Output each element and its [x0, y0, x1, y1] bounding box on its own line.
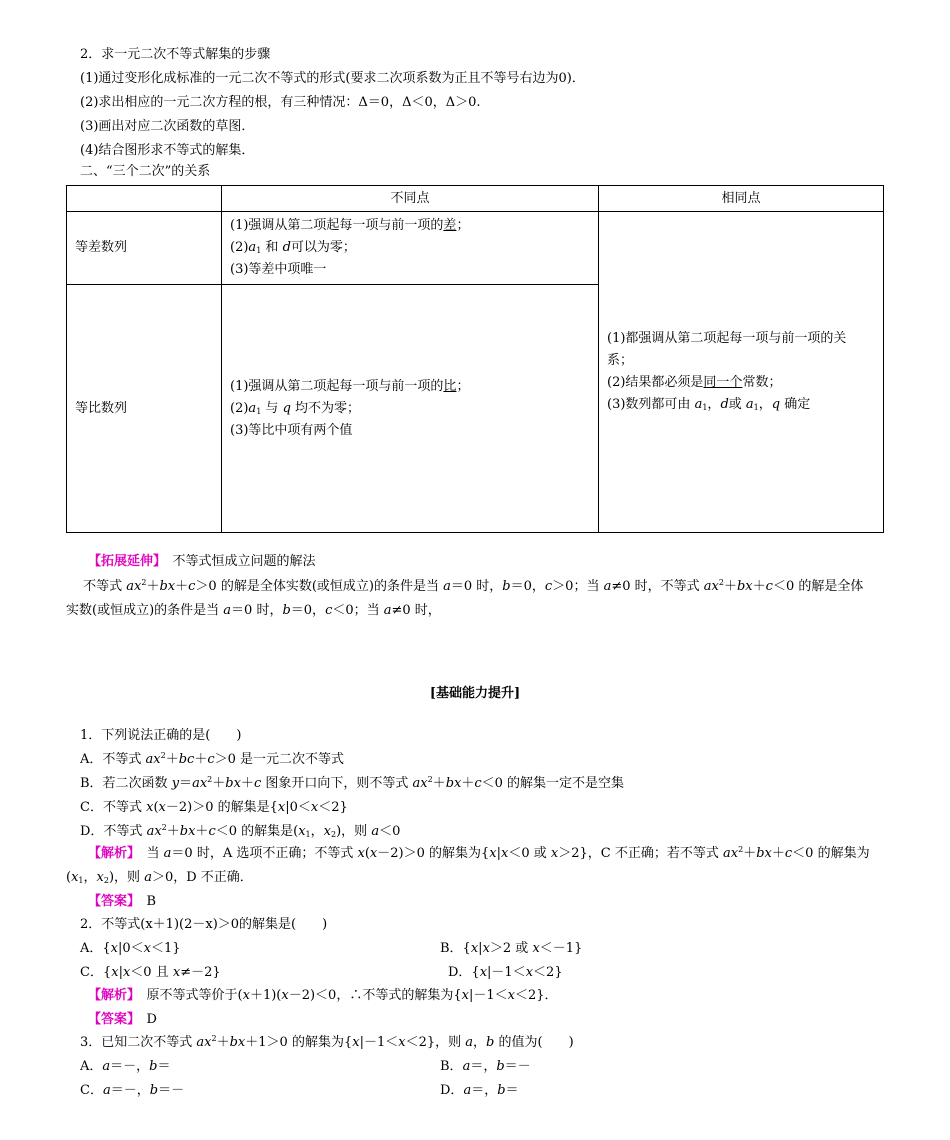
- extension-text-1: 不等式 $ax^2+bx+c>0$ 的解是全体实数(或恒成立)的条件是当 a＝0 时，b＝0，c＞0；当 a≠0 时，不等式 $ax^2+bx+c<0$ 的解是全体: [66, 578, 864, 594]
- row-arithmetic-differences: (1)强调从第二项起每一项与前一项的差； $(2)a_1$ 和 d可以为零； (3)等差中项唯一: [222, 212, 599, 285]
- q3-option-c: C．a＝－，b＝－: [80, 1083, 185, 1098]
- q1-option-d: D．不等式 $ax^2+bx+c<0$ 的解集是($x_1$，$x_2$)，则 a＜0: [80, 823, 401, 839]
- q1-analysis: 【解析】 当 a＝0 时，A 选项不正确；不等式 x(x－2)＞0 的解集为{x|x＜0 或 x＞2}，C 不正确；若不等式 $ax^2+bx+c<0$ 的解集为: [88, 845, 870, 861]
- header-similarities: 相同点: [599, 186, 884, 212]
- q1-option-a: A．不等式 $ax^2+bc+c>0$ 是一元二次不等式: [80, 751, 345, 767]
- comparison-table: [66, 185, 884, 533]
- row-geometric-label: 等比数列: [67, 285, 222, 533]
- q2-analysis: 【解析】 原不等式等价于(x＋1)(x－2)＜0，∴不等式的解集为{x|－1＜x＜2}．: [88, 988, 558, 1003]
- step-4: (4)结合图形求不等式的解集．: [80, 143, 255, 158]
- step-1: (1)通过变形化成标准的一元二次不等式的形式(要求二次项系数为正且不等号右边为0)．: [80, 71, 585, 86]
- row-arithmetic-label: 等差数列: [67, 212, 222, 285]
- q1-option-b: B．若二次函数 $y=ax^2+bx+c$ 图象开口向下，则不等式 $ax^2+bx+c<0$ 的解集一定不是空集: [80, 775, 625, 791]
- q2-option-b: B．{x|x＞2 或 x＜－1}: [440, 941, 583, 956]
- q1-analysis-cont: ($x_1$，$x_2$)，则 a＞0，D 不正确．: [66, 870, 253, 885]
- q2-option-d: D．{x|－1＜x＜2}: [448, 965, 563, 980]
- row-geometric-differences: (1)强调从第二项起每一项与前一项的比； $(2)a_1$ 与 q 均不为零； (3)等比中项有两个值: [222, 285, 599, 533]
- relation-heading: 二、“三个二次”的关系: [80, 164, 211, 179]
- step-3: (3)画出对应二次函数的草图．: [80, 119, 255, 134]
- extension-text-2: 实数(或恒成立)的条件是当 a＝0 时，b＝0，c＜0；当 a≠0 时，: [66, 603, 441, 618]
- similarities-cell: (1)都强调从第二项起每一项与前一项的关 系； (2)结果都必须是同一个常数； (3)数列都可由 $a_1$，d或 $a_1$，q 确定: [599, 212, 884, 533]
- section-title: [基础能力提升]: [429, 686, 521, 701]
- q3-option-d: D．a＝，b＝: [440, 1083, 519, 1098]
- steps-heading: 2．求一元二次不等式解集的步骤: [80, 47, 271, 62]
- q1-answer: 【答案】 B: [88, 894, 157, 909]
- q1-stem: 1．下列说法正确的是( ): [80, 728, 242, 743]
- table-corner: [67, 186, 222, 212]
- q2-stem: 2．不等式(x＋1)(2－x)＞0的解集是( ): [80, 917, 328, 932]
- extension-tag: 【拓展延伸】: [88, 554, 160, 569]
- q2-answer: 【答案】 D: [88, 1012, 157, 1027]
- q2-option-c: C．{x|x＜0 且 x≠－2}: [80, 965, 221, 980]
- q3-stem: 3．已知二次不等式 $ax^2+bx+1>0$ 的解集为{x|－1＜x＜2}，则 a，b 的值为( ): [80, 1034, 574, 1050]
- q2-option-a: A．{x|0＜x＜1}: [80, 941, 181, 956]
- q3-option-a: A．a＝－，b＝: [80, 1059, 171, 1074]
- header-differences: 不同点: [222, 186, 599, 212]
- q3-option-b: B．a＝，b＝－: [440, 1059, 531, 1074]
- step-2: (2)求出相应的一元二次方程的根，有三种情况：Δ＝0，Δ＜0，Δ＞0.: [80, 95, 481, 110]
- q1-option-c: C．不等式 x(x－2)＞0 的解集是{x|0＜x＜2}: [80, 800, 348, 815]
- extension-heading: 【拓展延伸】 不等式恒成立问题的解法: [88, 554, 316, 569]
